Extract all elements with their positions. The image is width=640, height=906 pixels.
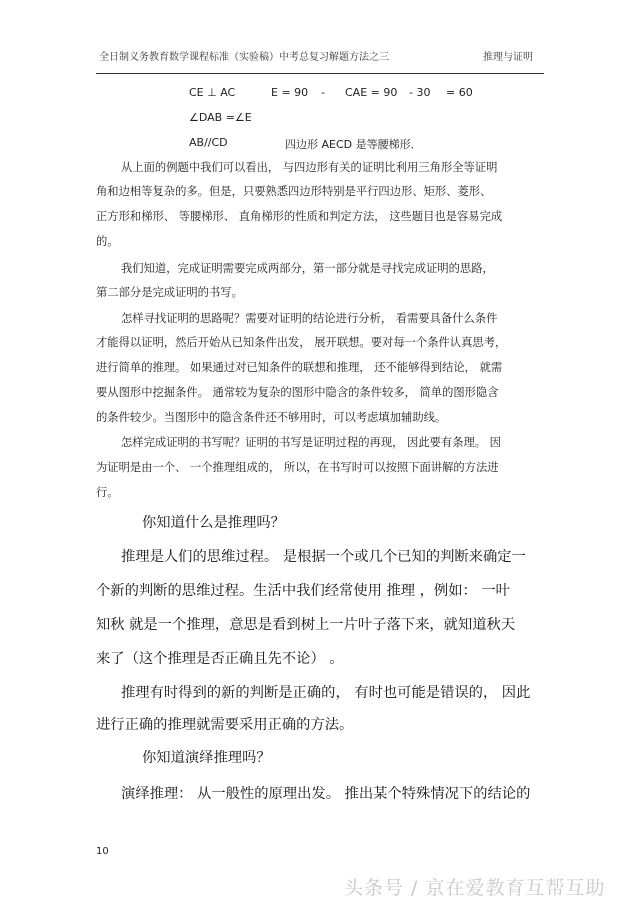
para3-line5: 的条件较少。当图形中的隐含条件还不够用时，可以考虑填加辅助线。: [96, 411, 447, 424]
math-line1-d: CAE = 90: [345, 86, 398, 99]
math-line3-b: 四边形 AECD 是等腰梯形．: [285, 138, 422, 151]
para5-line1: 推理是人们的思维过程。 是根据一个或几个已知的判断来确定一: [121, 549, 526, 565]
para3-line2: 才能得以证明，然后开始从已知条件出发， 展开联想。要对每一个条件认真思考，: [96, 336, 507, 349]
heading-deductive-reasoning: 你知道演绎推理吗？: [142, 750, 271, 766]
para3-line1: 怎样寻找证明的思路呢？需要对证明的结论进行分析， 看需要具备什么条件: [121, 312, 498, 325]
para4-line3: 行。: [96, 486, 119, 499]
math-line1-f: = 60: [446, 86, 473, 99]
para1-line4: 的。: [96, 235, 119, 248]
math-line2: ∠DAB =∠E: [189, 111, 252, 124]
header-section: 推理与证明: [483, 52, 533, 63]
para2-line2: 第二部分是完成证明的书写。: [96, 286, 243, 299]
math-line1-b: E = 90: [271, 86, 309, 99]
para5-line3: 知秋 就是一个推理，意思是看到树上一片叶子落下来，就知道秋天: [96, 617, 516, 633]
header-title: 全日制义务教育数学课程标准（实验稿）中考总复习解题方法之三: [99, 52, 389, 63]
para3-line3: 进行简单的推理。 如果通过对已知条件的联想和推理， 还不能够得到结论， 就需: [96, 361, 503, 374]
para6-line1: 推理有时得到的新的判断是正确的， 有时也可能是错误的， 因此: [121, 685, 531, 701]
page-number: 10: [96, 846, 109, 857]
math-line1-c: -: [321, 86, 325, 99]
para5-line4: 来了（这个推理是否正确且先不论） 。: [96, 651, 344, 667]
watermark: 头条号 / 京在爱教育互帮互助: [344, 877, 606, 899]
math-line1-e: - 30: [409, 86, 431, 99]
para3-line4: 要从图形中挖掘条件。 通常较为复杂的图形中隐含的条件较多， 简单的图形隐含: [96, 386, 499, 399]
header-rule: [96, 73, 544, 74]
math-line3-a: AB//CD: [189, 136, 228, 149]
para2-line1: 我们知道，完成证明需要完成两部分，第一部分就是寻找完成证明的思路，: [121, 262, 494, 275]
para4-line2: 为证明是由一个、 一个推理组成的， 所以，在书写时可以按照下面讲解的方法进: [96, 461, 499, 474]
para4-line1: 怎样完成证明的书写呢？证明的书写是证明过程的再现， 因此要有条理。 因: [121, 436, 501, 449]
para1-line1: 从上面的例题中我们可以看出， 与四边形有关的证明比利用三角形全等证明: [121, 161, 498, 174]
para1-line3: 正方形和梯形、 等腰梯形、 直角梯形的性质和判定方法， 这些题目也是容易完成: [96, 210, 503, 223]
para7-line1: 演绎推理： 从一般性的原理出发。 推出某个特殊情况下的结论的: [121, 786, 531, 802]
math-line1-a: CE ⊥ AC: [189, 86, 236, 99]
heading-what-is-reasoning: 你知道什么是推理吗？: [142, 515, 285, 531]
para6-line2: 进行正确的推理就需要采用正确的方法。: [96, 717, 354, 733]
para1-line2: 角和边相等复杂的多。但是，只要熟悉四边形特别是平行四边形、矩形、菱形、: [96, 185, 492, 198]
para5-line2: 个新的判断的思维过程。生活中我们经常使用 推理 ，例如： 一叶: [96, 583, 510, 599]
